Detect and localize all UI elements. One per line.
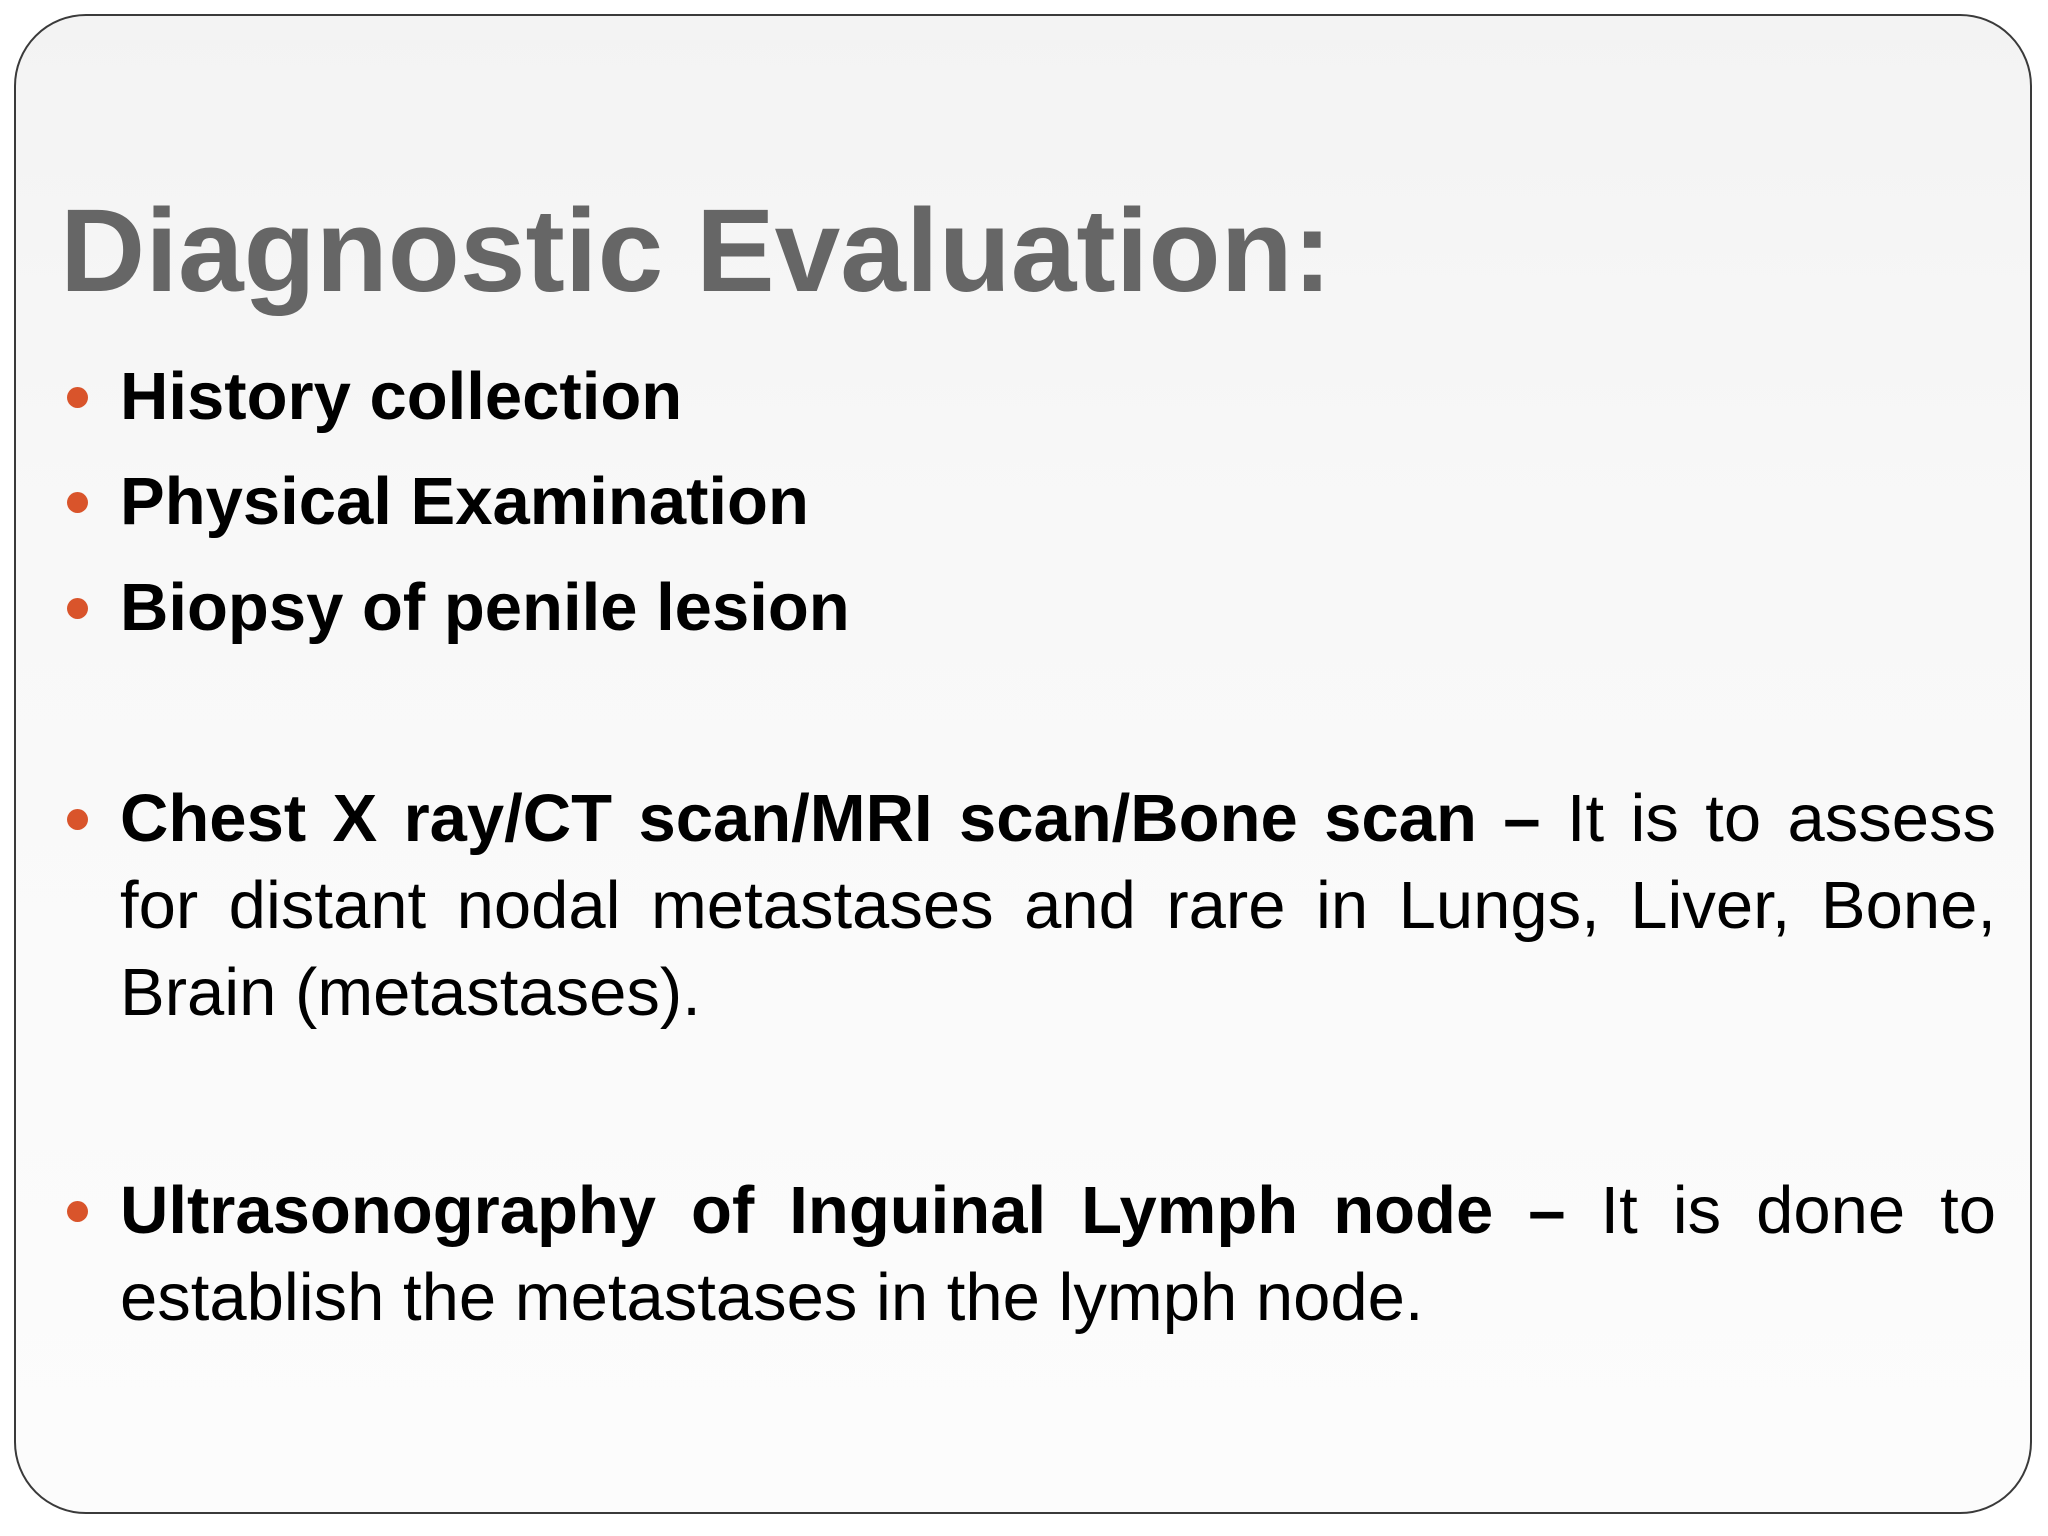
bullet-dot-icon [67, 387, 88, 408]
bullet-text: It is done to establish the metastases in the lymph node. [120, 1173, 1996, 1335]
bullet-label: History collection [120, 359, 683, 434]
bullet-item [120, 564, 1996, 651]
bullet-item [120, 353, 1996, 440]
bullet-label: Physical Examination [120, 464, 809, 539]
bullet-label: Biopsy of penile lesion [120, 570, 850, 645]
bullet-dot-icon [67, 598, 88, 619]
bullet-label: Ultrasonography of Inguinal Lymph node – [120, 1173, 1566, 1248]
slide [14, 14, 2032, 1514]
slide-title: Diagnostic Evaluation: [60, 185, 1332, 317]
bullet-item [120, 775, 1996, 1036]
bullet-item [120, 458, 1996, 545]
bullet-item [120, 1167, 1996, 1341]
bullet-list [16, 16, 2030, 1512]
bullet-dot-icon [67, 809, 88, 830]
bullet-dot-icon [67, 1201, 88, 1222]
bullet-text: It is to assess for distant nodal metastases and rare in Lungs, Liver, Bone, Brain (metastases). [120, 781, 1996, 1030]
bullet-dot-icon [67, 492, 88, 513]
bullet-label: Chest X ray/CT scan/MRI scan/Bone scan – [120, 781, 1541, 856]
